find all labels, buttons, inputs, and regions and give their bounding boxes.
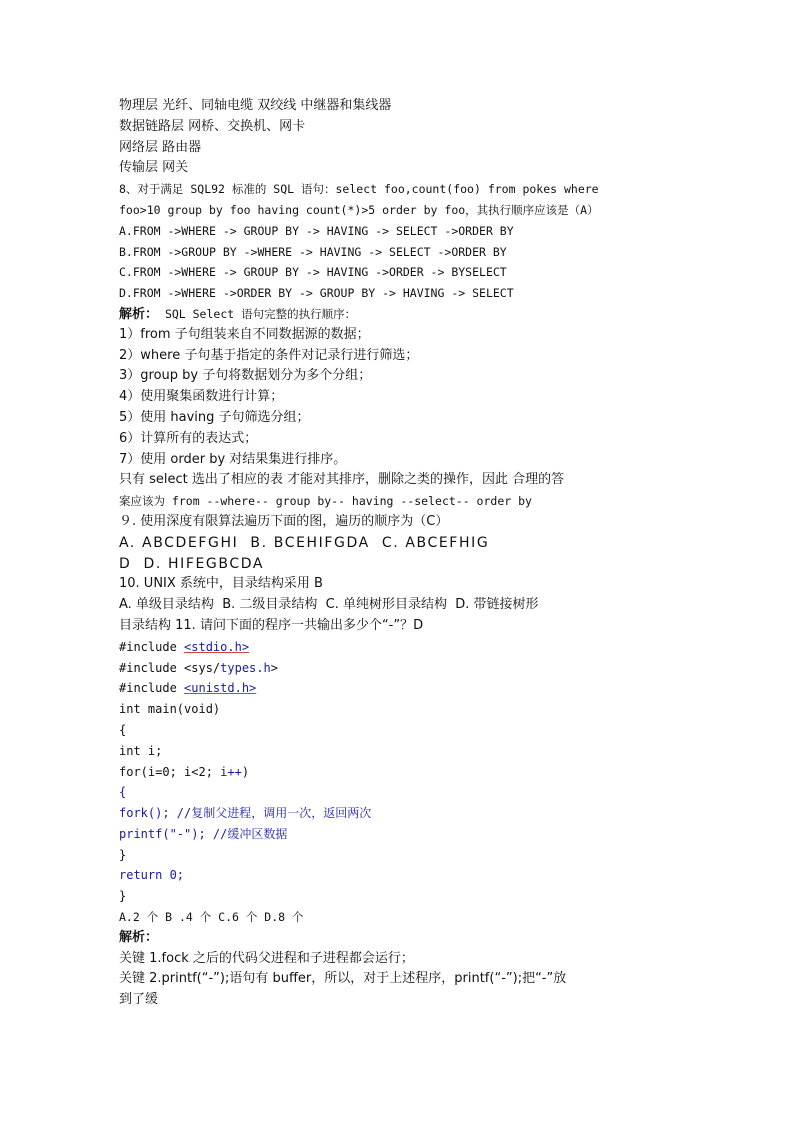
code-include-stdio — [119, 637, 689, 658]
include-keyword: #include — [119, 660, 185, 675]
q8-step-3: 3）group by 子句将数据划分为多个分组； — [119, 368, 372, 384]
document-page — [119, 96, 689, 1011]
q8-option-a: A.FROM ->WHERE -> GROUP BY -> HAVING -> SELECT ->ORDER BY — [119, 223, 514, 238]
q11-analysis-label: 解析： — [119, 929, 159, 945]
include-stdio: <stdio.h> — [184, 639, 250, 654]
q8-step-7: 7）使用 order by 对结果集进行排序。 — [119, 451, 347, 467]
q8-step-1: 1）from 子句组装来自不同数据源的数据； — [119, 326, 370, 342]
code-fork-line: fork(); //复制父进程，调用一次，返回两次 — [119, 806, 372, 821]
q8-analysis-intro: SQL Select 语句完整的执行顺序： — [158, 306, 357, 321]
include-types-mid: types.h — [220, 660, 271, 675]
q8-conclusion-line1: 只有 select 选出了相应的表 才能对其排序，删除之类的操作，因此 合理的答 — [119, 472, 565, 488]
q9-options-line2: D D. HIFEGBCDA — [119, 555, 265, 572]
code-main-signature: int main(void) — [119, 702, 221, 717]
layer-network: 网络层 路由器 — [119, 139, 202, 155]
q8-option-d: D.FROM ->WHERE ->ORDER BY -> GROUP BY -> HAVING -> SELECT — [119, 286, 514, 301]
code-open-brace: { — [119, 722, 127, 737]
q8-step-6: 6）计算所有的表达式； — [119, 430, 258, 446]
q8-option-c: C.FROM ->WHERE -> GROUP BY -> HAVING ->ORDER -> BYSELECT — [119, 265, 507, 280]
include-unistd: <unistd.h> — [184, 681, 257, 696]
q8-step-2: 2）where 子句基于指定的条件对记录行进行筛选； — [119, 347, 419, 363]
q9-stem: ９. 使用深度有限算法遍历下面的图，遍历的顺序为（C） — [119, 513, 449, 529]
q10-stem: 10. UNIX 系统中，目录结构采用 B — [119, 576, 323, 592]
code-declaration: int i; — [119, 743, 163, 758]
q11-key1: 关键 1.fock 之后的代码父进程和子进程都会运行； — [119, 950, 414, 966]
layer-transport: 传输层 网关 — [119, 160, 189, 176]
for-post: ) — [241, 764, 250, 779]
q10-options-line1: A. 单级目录结构 B. 二级目录结构 C. 单纯树形目录结构 D. 带链接树形 — [119, 597, 539, 613]
q11-key2-line2: 到了缓 — [119, 992, 159, 1008]
q11-key2-line1: 关键 2.printf(“-”);语句有 buffer，所以，对于上述程序，printf(“-”);把“-”放 — [119, 971, 567, 987]
include-types-post: > — [270, 660, 278, 675]
code-inner-open: { — [119, 785, 127, 800]
code-close-brace: } — [119, 889, 127, 904]
q8-analysis — [119, 304, 689, 325]
q11-options: A.2 个 B .4 个 C.6 个 D.8 个 — [119, 910, 304, 925]
q10-options-line2: 目录结构 11. 请问下面的程序一共输出多少个“-”？D — [119, 617, 424, 633]
q8-option-b: B.FROM ->GROUP BY ->WHERE -> HAVING -> SELECT ->ORDER BY — [119, 244, 507, 259]
for-increment: i++ — [220, 764, 242, 779]
code-return-line: return 0; — [119, 868, 185, 883]
q9-options-line1: A. ABCDEFGHI B. BCEHIFGDA C. ABCEFHIG — [119, 534, 490, 551]
q8-stem-line1: 8、对于满足 SQL92 标准的 SQL 语句：select foo,count(foo) from pokes where — [119, 182, 599, 197]
code-for-loop — [119, 762, 689, 783]
q8-analysis-label: 解析： — [119, 306, 159, 322]
q8-step-5: 5）使用 having 子句筛选分组； — [119, 409, 310, 425]
include-keyword: #include — [119, 639, 185, 654]
q8-stem-line2: foo>10 group by foo having count(*)>5 order by foo，其执行顺序应该是（A） — [119, 202, 599, 217]
code-inner-close: } — [119, 847, 127, 862]
layer-physical: 物理层 光纤、同轴电缆 双绞线 中继器和集线器 — [119, 98, 392, 113]
code-include-types — [119, 658, 689, 679]
q8-conclusion-line2: 案应该为 from --where-- group by-- having --select-- order by — [119, 494, 532, 509]
include-keyword: #include — [119, 681, 185, 696]
for-pre: for(i=0; i<2; — [119, 764, 221, 779]
q8-step-4: 4）使用聚集函数进行计算； — [119, 389, 284, 405]
code-include-unistd — [119, 678, 689, 699]
layer-datalink: 数据链路层 网桥、交换机、网卡 — [119, 118, 306, 134]
code-printf-line: printf("-"); //缓冲区数据 — [119, 826, 288, 841]
include-types-pre: <sys/ — [184, 660, 221, 675]
